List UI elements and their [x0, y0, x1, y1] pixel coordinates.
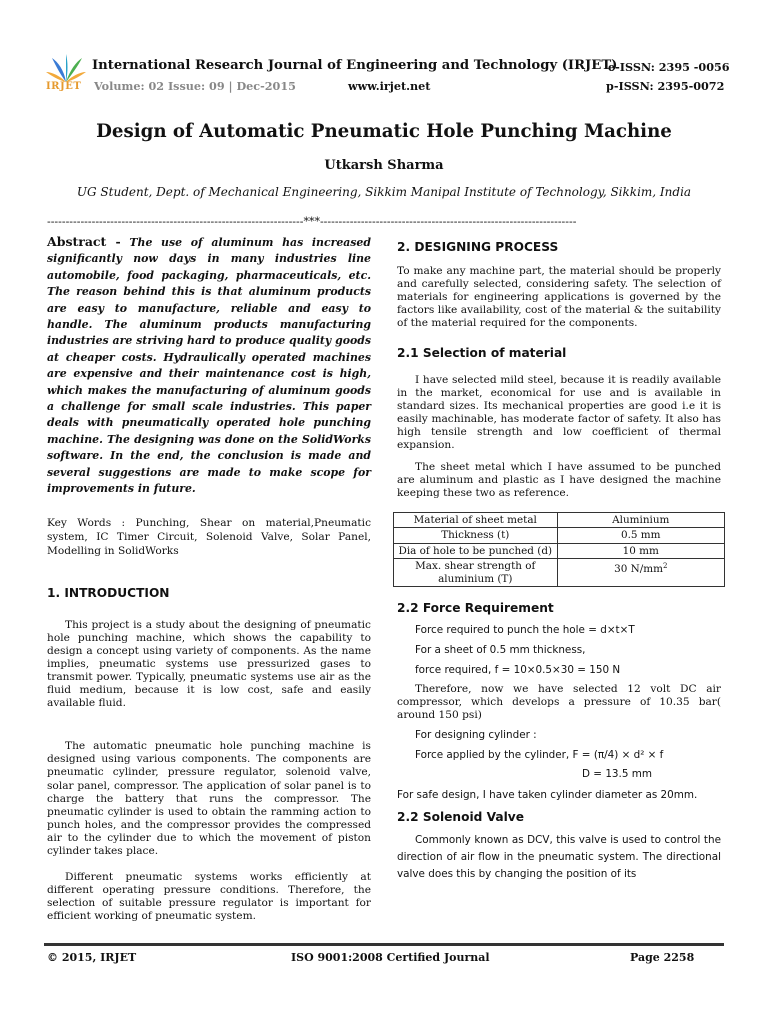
designing-process-heading: 2. DESIGNING PROCESS [397, 240, 559, 254]
footer-iso: ISO 9001:2008 Certified Journal [291, 951, 490, 964]
selection-heading: 2.1 Selection of material [397, 345, 567, 360]
abstract-label: Abstract - [47, 234, 121, 249]
logo-leaves [46, 54, 86, 82]
introduction-paragraph: This project is a study about the designing of pneumatic hole punching machine, which shows the capability to design a concept using variety of components. As the name implies, pneumatic systems use pressurized gases to transmit power. Typically, pneumatic systems use air as the fluid medium, because it is low cost, safe and easily available fluid. [47, 618, 371, 710]
safe-design-line: For safe design, I have taken cylinder diameter as 20mm. [397, 789, 698, 802]
solenoid-paragraph: Commonly known as DCV, this valve is used to control the direction of air flow in the pneumatic system. The directional valve does this by changing the position of its [397, 833, 721, 880]
p-issn: p-ISSN: 2395-0072 [606, 79, 725, 93]
selection-paragraph: The sheet metal which I have assumed to be punched are aluminum and plastic as I have designed the machine keeping these two as reference. [397, 461, 721, 500]
designing-process-paragraph: To make any machine part, the material should be properly and carefully selected, considering safety. The selection of materials for engineering applications is governed by the factors like availability, cost of the material & the suitability of the material required for the components. [397, 265, 721, 330]
paper-title: Design of Automatic Pneumatic Hole Punching Machine [96, 121, 672, 142]
table-cell-value: 0.5 mm [557, 528, 724, 544]
abstract [47, 234, 371, 498]
table-row [394, 528, 725, 544]
footer-page-number: Page 2258 [630, 951, 695, 964]
section-separator: ---------------------------------------------------------------------***--------------------------------------------------------------------- [47, 215, 577, 228]
author-name: Utkarsh Sharma [324, 158, 444, 173]
force-line: force required, f = 10×0.5×30 = 150 N [415, 664, 621, 677]
table-cell-label: Dia of hole to be punched (d) [394, 543, 558, 559]
table-cell-value: Aluminium [557, 512, 724, 528]
compressor-paragraph: Therefore, now we have selected 12 volt DC air compressor, which develops a pressure of 10.35 bar( around 150 psi) [397, 683, 721, 722]
cylinder-result: D = 13.5 mm [582, 768, 652, 781]
keywords: Key Words : Punching, Shear on material,Pneumatic system, IC Timer Circuit, Solenoid Valve, Solar Panel, Modelling in SolidWorks [47, 516, 371, 557]
journal-name: International Research Journal of Engineering and Technology (IRJET) [92, 58, 618, 73]
table-row [394, 543, 725, 559]
force-line: For a sheet of 0.5 mm thickness, [415, 644, 586, 657]
author-affiliation: UG Student, Dept. of Mechanical Engineering, Sikkim Manipal Institute of Technology, Sikkim, India [76, 185, 692, 199]
superscript: 2 [662, 562, 668, 570]
right-column [397, 241, 721, 883]
table-cell-label: Max. shear strength of aluminium (T) [394, 559, 558, 587]
force-requirement-heading: 2.2 Force Requirement [397, 601, 554, 615]
shear-strength-value: 30 N/mm [614, 563, 663, 575]
material-properties-table [393, 512, 725, 588]
footer-rule [44, 943, 724, 946]
logo-text: IRJET [46, 81, 82, 92]
table-cell-label: Thickness (t) [394, 528, 558, 544]
introduction-heading: 1. INTRODUCTION [47, 585, 170, 600]
cylinder-heading: For designing cylinder : [415, 729, 537, 742]
solenoid-valve-heading: 2.2 Solenoid Valve [397, 809, 524, 824]
selection-paragraph: I have selected mild steel, because it is readily available in the market, economical for use and is available in standard sizes. Its mechanical properties are good i.e it is easily machinable, has moderate factor of safety. It also has high tensile strength and low coefficient of thermal expansion. [397, 373, 721, 452]
abstract-text: The use of aluminum has increased significantly now days in many industries line automobile, food packaging, pharmaceuticals, etc. The reason behind this is that aluminum products are easy to manufacture, reliable and easy to handle. The aluminum products manufacturing industries are striving hard to produce quality goods at cheaper costs. Hydraulically operated machines are expensive and their maintenance cost is high, which makes the manufacturing of aluminum goods a challenge for small scale industries. This paper deals with pneumatically operated hole punching machine. The designing was done on the SolidWorks software. In the end, the conclusion is made and several suggestions are made to make scope for improvements in future. [47, 236, 371, 496]
left-column [47, 234, 371, 923]
e-issn: e-ISSN: 2395 -0056 [608, 60, 730, 74]
footer-copyright: © 2015, IRJET [47, 951, 137, 964]
table-cell-label: Material of sheet metal [394, 512, 558, 528]
cylinder-formula: Force applied by the cylinder, F = (π/4) × d² × f [415, 749, 664, 762]
table-cell-value: 10 mm [557, 543, 724, 559]
table-cell-value [557, 559, 724, 587]
introduction-paragraph: The automatic pneumatic hole punching machine is designed using various components. The components are pneumatic cylinder, pressure regulator, solenoid valve, solar panel, compressor. The application of solar panel is to charge the battery that runs the compressor. The pneumatic cylinder is used to obtain the ramming action to punch holes, and the compressor provides the compressed air to the cylinder due to which the movement of piston cylinder takes place. [47, 740, 371, 857]
volume-issue: Volume: 02 Issue: 09 | Dec-2015 [94, 79, 296, 93]
force-line: Force required to punch the hole = d×t×T [415, 624, 635, 637]
table-row [394, 512, 725, 528]
journal-website[interactable]: www.irjet.net [348, 79, 431, 93]
table-row [394, 559, 725, 587]
introduction-paragraph: Different pneumatic systems works efficiently at different operating pressure conditions. Therefore, the selection of suitable pressure regulator is important for efficient working of pneumatic system. [47, 871, 371, 923]
